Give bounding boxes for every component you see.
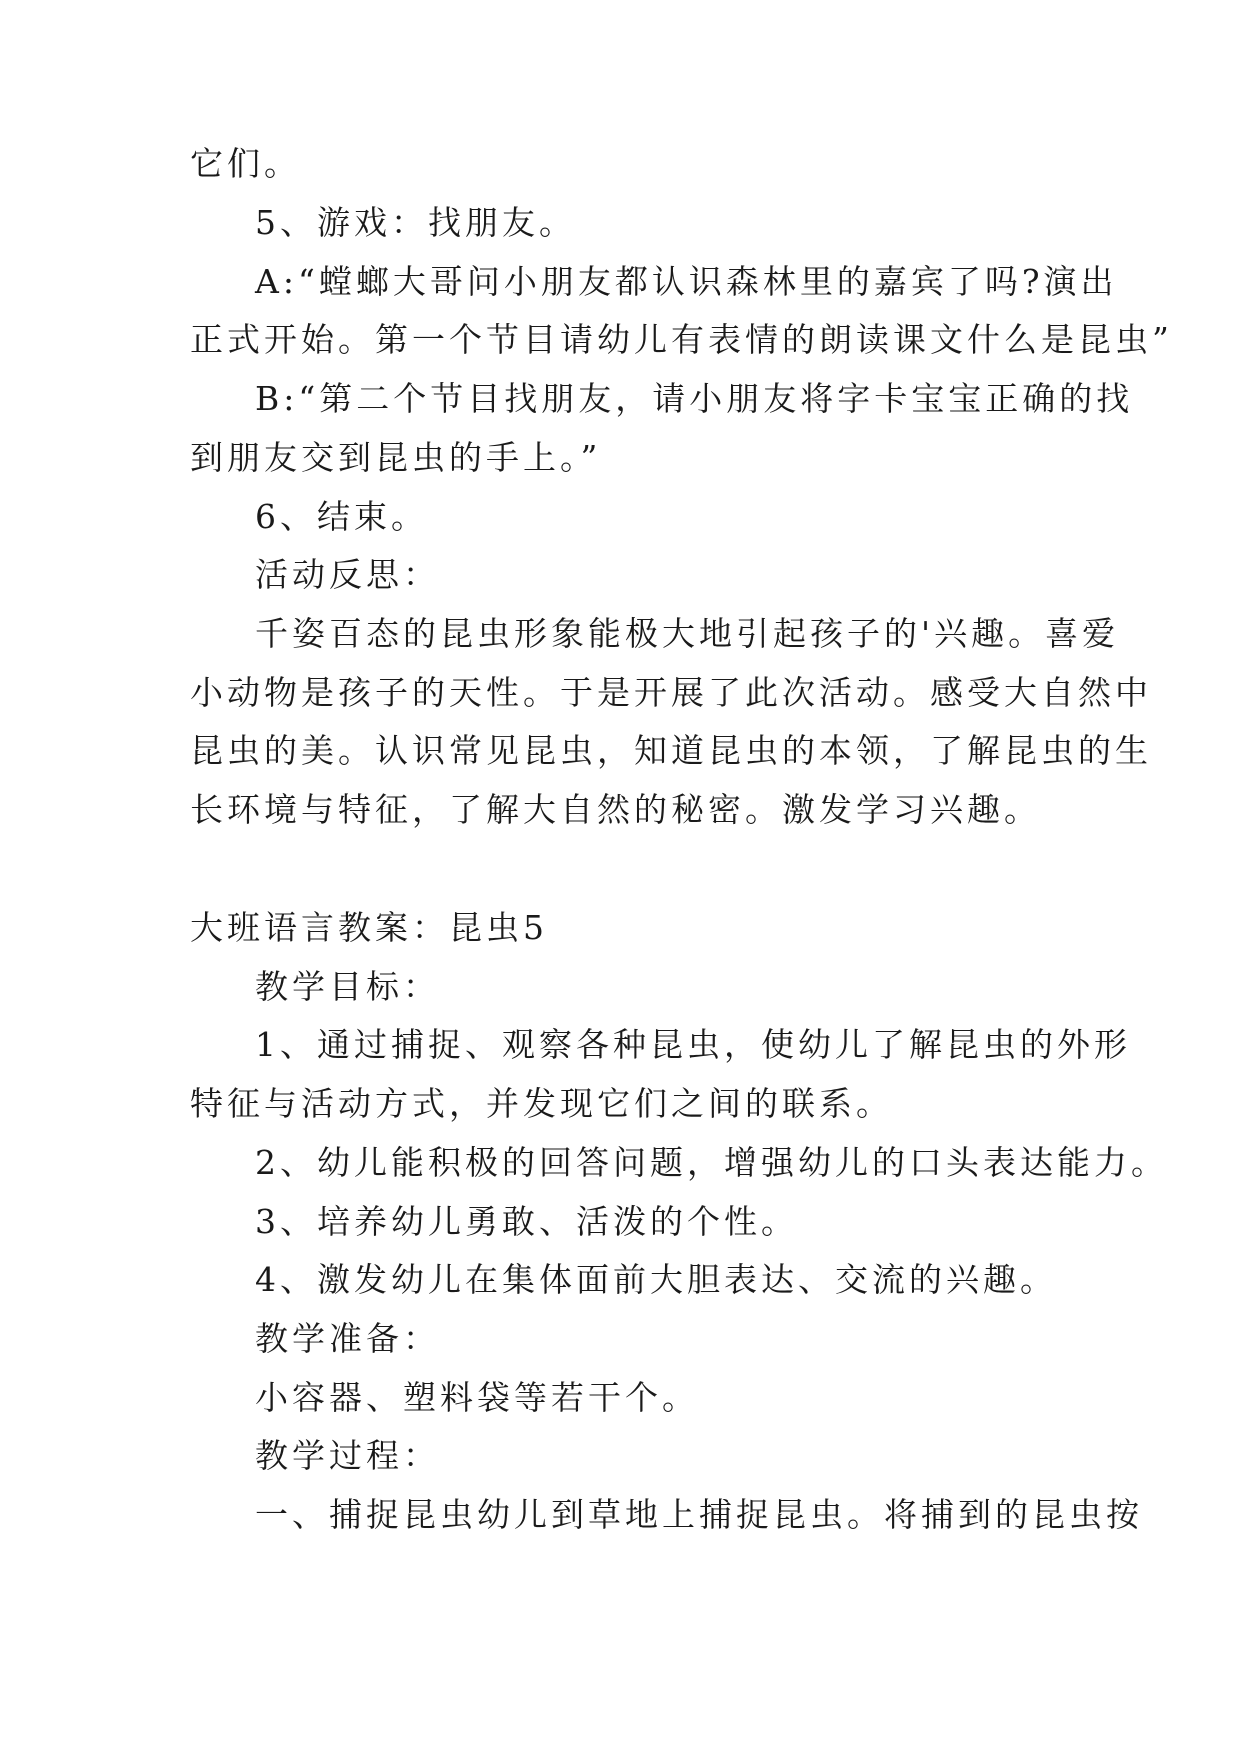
text-line: 昆虫的美。认识常见昆虫，知道昆虫的本领，了解昆虫的生 <box>190 731 1152 770</box>
text-line: 5、游戏：找朋友。 <box>255 203 576 242</box>
text-line: 千姿百态的昆虫形象能极大地引起孩子的'兴趣。喜爱 <box>255 614 1120 653</box>
text-line: 3、培养幼儿勇敢、活泼的个性。 <box>255 1202 798 1241</box>
text-line: 正式开始。第一个节目请幼儿有表情的朗读课文什么是昆虫” <box>190 320 1173 359</box>
section-title: 大班语言教案：昆虫5 <box>190 908 548 947</box>
text-line: A:“螳螂大哥问小朋友都认识森林里的嘉宾了吗?演出 <box>255 262 1118 301</box>
text-line: 2、幼儿能积极的回答问题，增强幼儿的口头表达能力。 <box>255 1143 1168 1182</box>
text-line: 到朋友交到昆虫的手上。” <box>190 438 602 477</box>
text-line: 活动反思： <box>255 555 440 594</box>
text-line: 教学准备： <box>255 1319 440 1358</box>
text-line: 一、捕捉昆虫幼儿到草地上捕捉昆虫。将捕到的昆虫按 <box>255 1495 1143 1534</box>
text-line: 长环境与特征，了解大自然的秘密。激发学习兴趣。 <box>190 790 1041 829</box>
text-line: 4、激发幼儿在集体面前大胆表达、交流的兴趣。 <box>255 1260 1057 1299</box>
text-line: 教学过程： <box>255 1436 440 1475</box>
text-line: 教学目标： <box>255 967 440 1006</box>
text-line: 特征与活动方式，并发现它们之间的联系。 <box>190 1084 893 1123</box>
text-line: 6、结束。 <box>255 497 428 536</box>
text-line: 1、通过捕捉、观察各种昆虫，使幼儿了解昆虫的外形 <box>255 1025 1131 1064</box>
text-line: 小动物是孩子的天性。于是开展了此次活动。感受大自然中 <box>190 673 1152 712</box>
text-line: 小容器、塑料袋等若干个。 <box>255 1378 699 1417</box>
text-line: 它们。 <box>190 144 301 183</box>
text-line: B:“第二个节目找朋友，请小朋友将字卡宝宝正确的找 <box>255 379 1134 418</box>
